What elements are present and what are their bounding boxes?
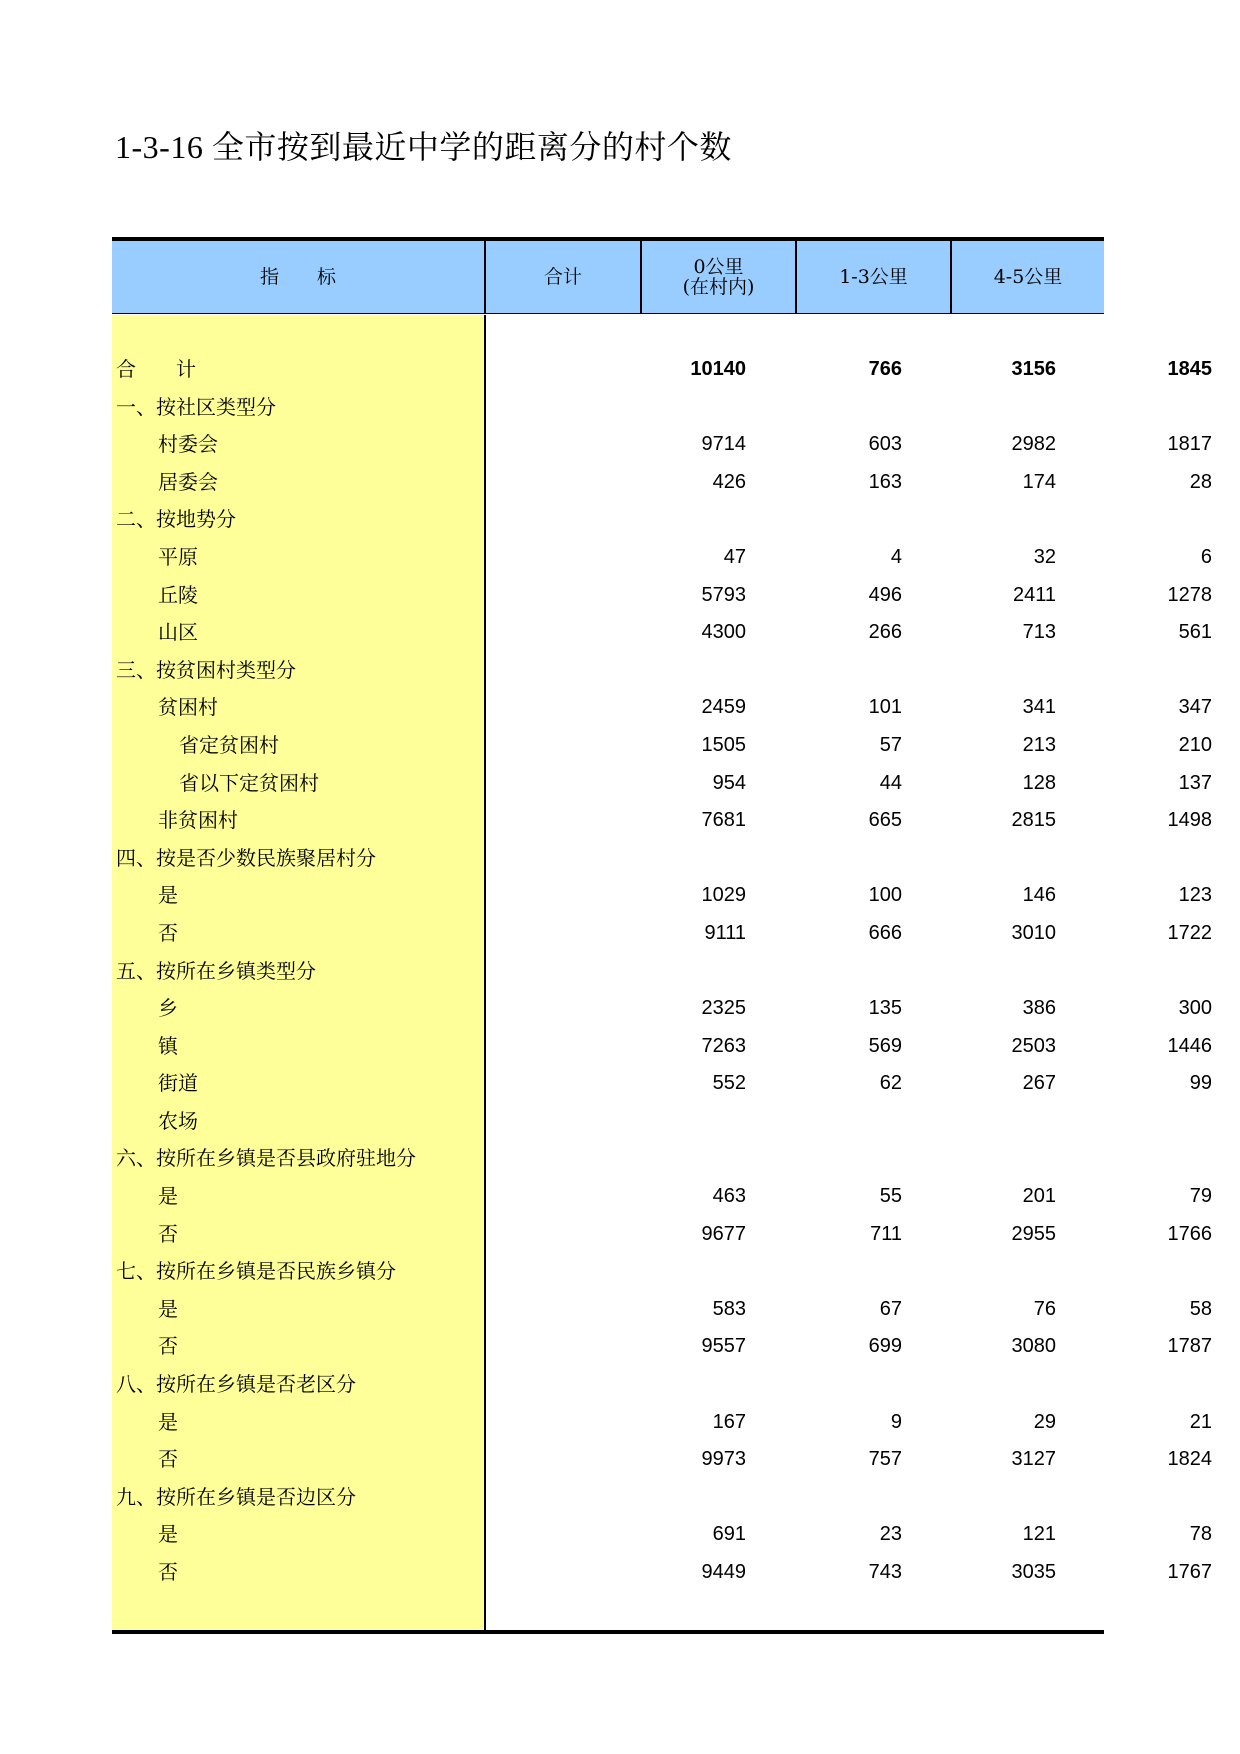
row-label: 是 (158, 1296, 178, 1321)
cell-4-5km: 123 (1178, 884, 1212, 907)
cell-total: 1029 (701, 884, 746, 907)
table-body (112, 351, 1212, 1592)
table-row (112, 577, 1212, 615)
header-4-5km: 4-5公里 (950, 241, 1104, 313)
cell-total (486, 389, 746, 427)
cell-total: 167 (712, 1410, 746, 1433)
table-row (112, 614, 1212, 652)
row-label: 非贫困村 (158, 808, 238, 833)
cell-total (486, 953, 746, 991)
cell-1-3km (904, 501, 1056, 539)
cell-1-3km: 76 (1033, 1297, 1056, 1320)
cell-4-5km: 79 (1189, 1185, 1212, 1208)
table-row (112, 1441, 1212, 1479)
row-label: 居委会 (158, 469, 218, 494)
cell-total (486, 1253, 746, 1291)
cell-1-3km (904, 1103, 1056, 1141)
cell-0km (748, 1140, 902, 1178)
table-row (112, 802, 1212, 840)
table-row (112, 689, 1212, 727)
cell-0km (748, 840, 902, 878)
row-label: 平原 (158, 544, 198, 569)
cell-4-5km: 561 (1178, 621, 1212, 644)
cell-4-5km: 1767 (1167, 1561, 1212, 1583)
row-label: 是 (158, 1184, 178, 1209)
table-row (112, 1140, 1104, 1178)
cell-0km: 699 (868, 1335, 902, 1358)
table-row (112, 1479, 1104, 1517)
cell-total: 9973 (701, 1448, 746, 1471)
table-row (112, 1216, 1212, 1254)
cell-4-5km: 21 (1189, 1410, 1212, 1433)
header-indicator: 指 标 (259, 266, 336, 288)
cell-4-5km (1058, 840, 1212, 878)
cell-0km: 496 (868, 583, 902, 606)
cell-4-5km: 1787 (1167, 1335, 1212, 1358)
table-row (112, 1554, 1212, 1592)
table-row (112, 1103, 1104, 1141)
cell-0km: 665 (868, 809, 902, 832)
cell-total: 2325 (701, 997, 746, 1020)
cell-4-5km: 1278 (1167, 583, 1212, 606)
cell-0km (748, 953, 902, 991)
row-label: 七、按所在乡镇是否民族乡镇分 (116, 1259, 396, 1284)
cell-1-3km: 2815 (1011, 809, 1056, 832)
table-row (112, 389, 1104, 427)
cell-4-5km: 28 (1189, 470, 1212, 493)
header-0km (640, 241, 795, 313)
table-row (112, 539, 1212, 577)
cell-1-3km (904, 1479, 1056, 1517)
cell-1-3km: 2982 (1011, 433, 1056, 456)
cell-1-3km (904, 389, 1056, 427)
row-label: 八、按所在乡镇是否老区分 (116, 1372, 356, 1397)
table-row (112, 1028, 1212, 1066)
row-label: 是 (158, 883, 178, 908)
cell-total: 7263 (701, 1034, 746, 1057)
table-row (112, 1404, 1212, 1442)
row-label: 九、按所在乡镇是否边区分 (116, 1484, 356, 1509)
cell-total: 4300 (701, 621, 746, 644)
cell-0km: 57 (879, 733, 902, 756)
cell-4-5km (1058, 389, 1212, 427)
cell-4-5km: 1498 (1167, 809, 1212, 832)
cell-4-5km: 78 (1189, 1523, 1212, 1546)
cell-0km: 62 (879, 1072, 902, 1095)
cell-4-5km (1058, 1366, 1212, 1404)
cell-total (486, 1479, 746, 1517)
cell-4-5km: 99 (1189, 1072, 1212, 1095)
table-row (112, 501, 1104, 539)
cell-0km (748, 1366, 902, 1404)
cell-1-3km: 2411 (1012, 583, 1056, 606)
cell-4-5km: 1446 (1167, 1034, 1212, 1057)
cell-total: 9714 (701, 433, 746, 456)
table-row (112, 915, 1212, 953)
cell-1-3km: 341 (1022, 696, 1056, 719)
cell-1-3km: 2503 (1011, 1034, 1056, 1057)
row-label: 否 (158, 1560, 178, 1584)
cell-4-5km (1058, 953, 1212, 991)
table-row (112, 1291, 1212, 1329)
header-0km-line2: (在村内) (682, 276, 755, 298)
cell-1-3km (904, 840, 1056, 878)
cell-1-3km: 29 (1033, 1410, 1056, 1433)
row-label: 否 (158, 1447, 178, 1472)
cell-total: 9111 (704, 921, 746, 944)
cell-0km: 55 (879, 1185, 902, 1208)
cell-total: 10140 (690, 358, 746, 380)
table-row (112, 877, 1212, 915)
row-label: 一、按社区类型分 (116, 394, 276, 419)
cell-0km: 23 (879, 1523, 902, 1546)
cell-total (486, 501, 746, 539)
cell-total: 9449 (701, 1561, 746, 1583)
cell-0km: 766 (868, 358, 902, 380)
data-table (112, 237, 1212, 1635)
row-label: 镇 (158, 1033, 178, 1058)
cell-1-3km: 3127 (1011, 1448, 1056, 1471)
cell-1-3km: 128 (1022, 771, 1056, 794)
cell-0km: 9 (890, 1410, 902, 1433)
cell-0km: 67 (879, 1297, 902, 1320)
row-label: 贫困村 (158, 695, 218, 720)
table-row (112, 1516, 1212, 1554)
table-row (112, 1366, 1104, 1404)
cell-4-5km: 347 (1178, 696, 1212, 719)
cell-1-3km: 713 (1022, 621, 1056, 644)
cell-1-3km (904, 953, 1056, 991)
cell-total: 583 (712, 1297, 746, 1320)
table-row (112, 990, 1212, 1028)
cell-1-3km (904, 1366, 1056, 1404)
cell-0km: 757 (868, 1448, 902, 1471)
cell-total: 7681 (701, 809, 746, 832)
cell-total: 5793 (701, 583, 746, 606)
cell-1-3km: 32 (1033, 545, 1056, 568)
cell-0km: 569 (868, 1034, 902, 1057)
cell-4-5km: 137 (1178, 771, 1212, 794)
header-0km-line1: 0公里 (693, 256, 744, 278)
page-title: 1-3-16 全市按到最近中学的距离分的村个数 (115, 129, 732, 165)
row-label: 二、按地势分 (116, 507, 236, 532)
cell-1-3km: 213 (1022, 733, 1056, 756)
table-row (112, 840, 1104, 878)
table-row (112, 1253, 1104, 1291)
cell-0km: 266 (868, 621, 902, 644)
row-label: 省定贫困村 (179, 732, 279, 757)
table-row (112, 765, 1212, 803)
row-label: 合 计 (116, 357, 196, 381)
cell-total (486, 840, 746, 878)
cell-0km: 4 (890, 545, 902, 568)
table-header (112, 241, 1104, 314)
cell-4-5km: 6 (1200, 545, 1212, 568)
cell-total: 691 (712, 1523, 746, 1546)
cell-0km: 101 (868, 696, 902, 719)
cell-total: 552 (712, 1072, 746, 1095)
row-label: 是 (158, 1522, 178, 1547)
cell-4-5km: 1722 (1167, 921, 1212, 944)
cell-total: 9557 (701, 1335, 746, 1358)
cell-4-5km (1058, 1479, 1212, 1517)
cell-0km: 603 (868, 433, 902, 456)
row-label: 街道 (158, 1071, 198, 1096)
cell-0km: 743 (868, 1561, 902, 1583)
row-label: 五、按所在乡镇类型分 (116, 958, 316, 983)
row-label: 丘陵 (158, 582, 198, 607)
cell-4-5km: 300 (1178, 997, 1212, 1020)
table-row (112, 1065, 1212, 1103)
table-row (112, 1178, 1212, 1216)
row-label: 六、按所在乡镇是否县政府驻地分 (116, 1146, 416, 1171)
cell-total: 47 (723, 545, 746, 568)
cell-4-5km: 58 (1189, 1297, 1212, 1320)
cell-total: 9677 (701, 1222, 746, 1245)
cell-1-3km: 386 (1022, 997, 1056, 1020)
cell-1-3km: 146 (1022, 884, 1056, 907)
cell-0km (748, 501, 902, 539)
cell-4-5km (1058, 1253, 1212, 1291)
cell-0km: 163 (868, 470, 902, 493)
cell-total: 426 (712, 470, 746, 493)
row-label: 山区 (158, 620, 198, 645)
cell-4-5km: 1817 (1167, 433, 1212, 456)
row-label: 乡 (158, 996, 178, 1021)
cell-4-5km: 210 (1178, 733, 1212, 756)
cell-1-3km (904, 1140, 1056, 1178)
cell-4-5km: 1824 (1167, 1448, 1212, 1471)
cell-1-3km (904, 1253, 1056, 1291)
row-label: 农场 (158, 1108, 198, 1133)
table-row (112, 953, 1104, 991)
row-label: 否 (158, 1221, 178, 1246)
cell-1-3km: 121 (1022, 1523, 1056, 1546)
cell-0km (748, 1103, 902, 1141)
cell-1-3km: 3035 (1011, 1561, 1056, 1583)
cell-0km: 711 (870, 1222, 902, 1245)
row-label: 否 (158, 1334, 178, 1359)
cell-1-3km (904, 652, 1056, 690)
table-bottom-rule (112, 1630, 1104, 1634)
cell-0km: 666 (868, 921, 902, 944)
row-label: 是 (158, 1409, 178, 1434)
cell-4-5km (1058, 652, 1212, 690)
cell-total (486, 1103, 746, 1141)
table-row (112, 351, 1212, 389)
cell-total (486, 1140, 746, 1178)
cell-0km: 135 (868, 997, 902, 1020)
cell-total: 2459 (701, 696, 746, 719)
cell-1-3km: 3080 (1011, 1335, 1056, 1358)
row-label: 否 (158, 920, 178, 945)
cell-1-3km: 3010 (1011, 921, 1056, 944)
row-label: 三、按贫困村类型分 (116, 657, 296, 682)
cell-0km (748, 1253, 902, 1291)
header-total: 合计 (484, 241, 640, 313)
table-row (112, 727, 1212, 765)
cell-0km (748, 652, 902, 690)
cell-total (486, 1366, 746, 1404)
cell-total: 1505 (701, 733, 746, 756)
cell-total (486, 652, 746, 690)
cell-1-3km: 3156 (1011, 358, 1056, 380)
cell-total: 463 (712, 1185, 746, 1208)
cell-0km: 44 (879, 771, 902, 794)
cell-0km (748, 1479, 902, 1517)
cell-0km (748, 389, 902, 427)
header-1-3km: 1-3公里 (795, 241, 950, 313)
cell-1-3km: 267 (1022, 1072, 1056, 1095)
table-row (112, 426, 1212, 464)
cell-0km: 100 (868, 884, 902, 907)
cell-4-5km: 1845 (1167, 358, 1212, 380)
row-label: 四、按是否少数民族聚居村分 (116, 845, 376, 870)
table-row (112, 1328, 1212, 1366)
cell-1-3km: 201 (1022, 1185, 1056, 1208)
table-row (112, 652, 1104, 690)
cell-4-5km: 1766 (1167, 1222, 1212, 1245)
cell-1-3km: 2955 (1011, 1222, 1056, 1245)
cell-4-5km (1058, 501, 1212, 539)
cell-4-5km (1058, 1140, 1212, 1178)
row-label: 省以下定贫困村 (179, 770, 319, 795)
cell-4-5km (1058, 1103, 1212, 1141)
cell-1-3km: 174 (1022, 470, 1056, 493)
row-label: 村委会 (158, 432, 218, 457)
table-row (112, 464, 1212, 502)
cell-total: 954 (712, 771, 746, 794)
